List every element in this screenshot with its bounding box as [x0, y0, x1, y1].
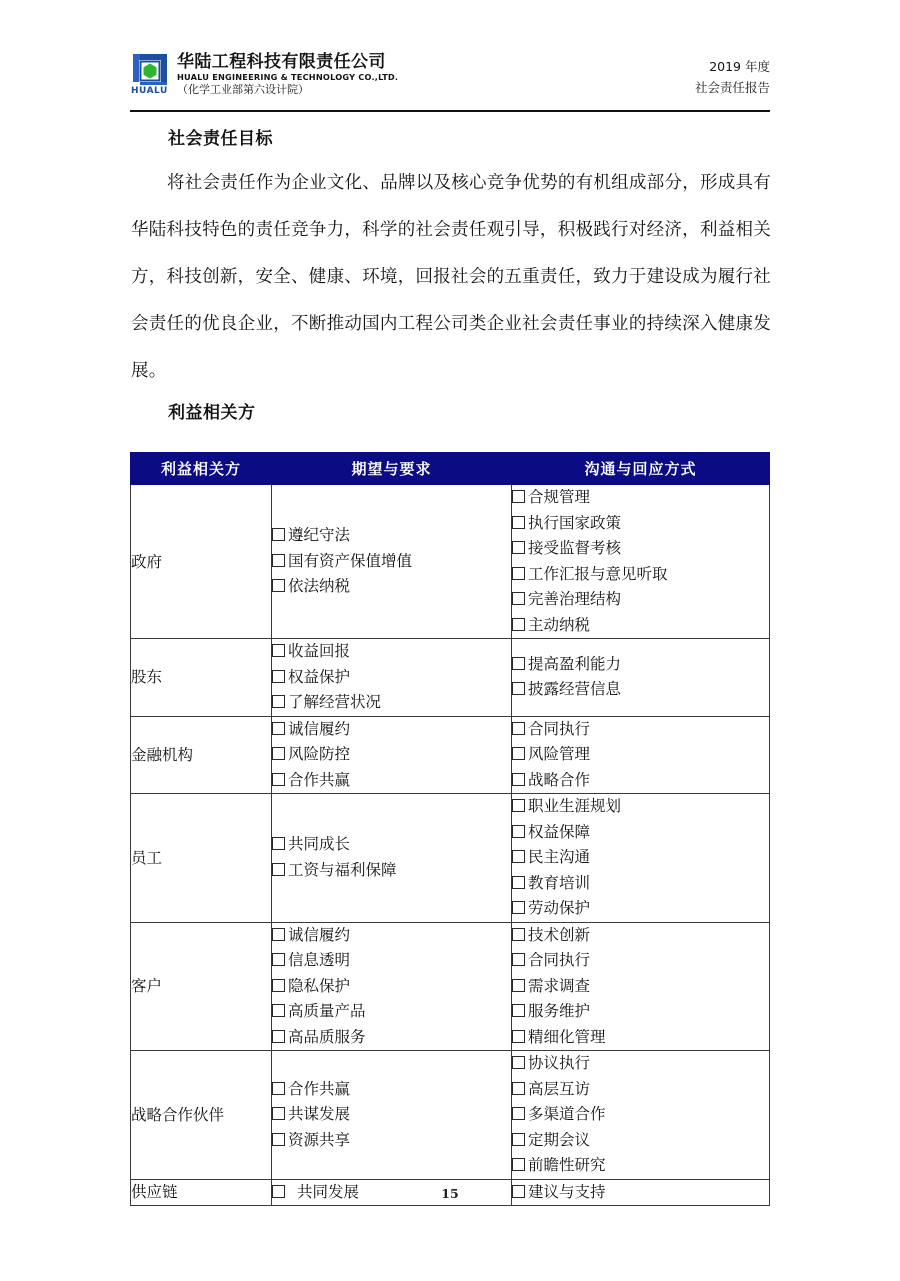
- hualu-logo-icon: [130, 52, 170, 88]
- checkbox-list: [272, 923, 511, 1051]
- list-item: [272, 665, 511, 691]
- checkbox-icon: [512, 1107, 525, 1120]
- response-list-cell: [512, 485, 770, 639]
- checkbox-icon: [512, 657, 525, 670]
- page-number: 15: [441, 1186, 459, 1201]
- list-item: [512, 1102, 769, 1128]
- checkbox-icon: [512, 592, 525, 605]
- checkbox-icon: [512, 567, 525, 580]
- list-item: [512, 652, 769, 678]
- stakeholder-name: 金融机构: [131, 716, 272, 794]
- checkbox-icon: [272, 863, 285, 876]
- list-item-label: 合作共赢: [288, 1079, 351, 1098]
- list-item: [512, 717, 769, 743]
- list-item-label: 诚信履约: [288, 925, 351, 944]
- checkbox-icon: [272, 695, 285, 708]
- table-header-row: [131, 453, 770, 485]
- stakeholder-name: 战略合作伙伴: [131, 1051, 272, 1180]
- report-name: 社会责任报告: [694, 80, 770, 95]
- checkbox-icon: [512, 876, 525, 889]
- checkbox-icon: [512, 979, 525, 992]
- list-item-label: 完善治理结构: [528, 590, 622, 608]
- checkbox-list: [512, 717, 769, 794]
- checkbox-list: [512, 923, 769, 1051]
- list-item: [512, 999, 769, 1025]
- table-row: [131, 639, 770, 717]
- list-item-label: 资源共享: [288, 1130, 351, 1149]
- stakeholder-name: 客户: [131, 922, 272, 1051]
- checkbox-icon: [512, 1158, 525, 1171]
- checkbox-icon: [272, 1133, 285, 1146]
- checkbox-icon: [512, 618, 525, 631]
- expectation-list-cell: [272, 794, 512, 923]
- list-item-label: 高层互访: [528, 1079, 591, 1098]
- checkbox-icon: [512, 682, 525, 695]
- list-item-label: 接受监督考核: [528, 539, 622, 557]
- table-row: [131, 922, 770, 1051]
- company-name-block: [177, 52, 398, 97]
- col-header-responses: 沟通与回应方式: [512, 453, 770, 485]
- checkbox-icon: [512, 953, 525, 966]
- company-name-en: HUALU ENGINEERING & TECHNOLOGY CO.,LTD.: [177, 72, 399, 82]
- response-list-cell: [512, 922, 770, 1051]
- list-item-label: 需求调查: [528, 976, 591, 995]
- list-item: [272, 858, 511, 884]
- table-row: [131, 485, 770, 639]
- list-item: [512, 742, 769, 768]
- list-item-label: 职业生涯规划: [528, 797, 622, 815]
- checkbox-icon: [512, 928, 525, 941]
- checkbox-list: [512, 485, 769, 638]
- list-item: [512, 948, 769, 974]
- list-item: [512, 1025, 769, 1051]
- response-list-cell: [512, 1051, 770, 1180]
- checkbox-icon: [272, 928, 285, 941]
- company-brand: [130, 52, 398, 98]
- checkbox-list: [512, 794, 769, 922]
- list-item-label: 遵纪守法: [288, 526, 351, 545]
- expectation-list-cell: [272, 716, 512, 794]
- list-item-label: 合同执行: [528, 951, 591, 969]
- company-name-cn: 华陆工程科技有限责任公司: [177, 52, 386, 72]
- list-item: [272, 639, 511, 665]
- checkbox-icon: [512, 516, 525, 529]
- list-item: [272, 974, 511, 1000]
- checkbox-icon: [512, 722, 525, 735]
- list-item: [272, 574, 511, 600]
- checkbox-icon: [272, 747, 285, 760]
- checkbox-list: [272, 639, 511, 716]
- checkbox-list: [272, 523, 511, 600]
- checkbox-icon: [512, 1030, 525, 1043]
- checkbox-icon: [272, 773, 285, 786]
- company-name-sub: （化学工业部第六设计院）: [177, 83, 309, 96]
- list-item: [512, 1128, 769, 1154]
- list-item-label: 共同发展: [297, 1182, 360, 1201]
- stakeholder-name: 股东: [131, 639, 272, 717]
- table-row: [131, 716, 770, 794]
- list-item-label: 教育培训: [528, 873, 591, 892]
- checkbox-icon: [272, 528, 285, 541]
- checkbox-icon: [272, 1004, 285, 1017]
- checkbox-icon: [512, 541, 525, 554]
- checkbox-icon: [272, 670, 285, 683]
- checkbox-icon: [512, 1004, 525, 1017]
- hualu-logo: [130, 52, 170, 98]
- list-item: [272, 549, 511, 575]
- list-item-label: 收益回报: [288, 642, 351, 660]
- list-item-label: 合同执行: [528, 719, 591, 738]
- stakeholder-name: 供应链: [131, 1179, 272, 1206]
- table-row: [131, 1051, 770, 1180]
- col-header-stakeholder: 利益相关方: [131, 453, 272, 485]
- list-item-label: 合规管理: [528, 488, 591, 506]
- checkbox-list: [272, 717, 511, 794]
- report-title-block: [695, 52, 770, 98]
- checkbox-icon: [272, 1082, 285, 1095]
- checkbox-icon: [512, 1056, 525, 1069]
- list-item-label: 服务维护: [528, 1002, 591, 1020]
- checkbox-list: [512, 1051, 769, 1179]
- section-heading-stakeholders: 利益相关方: [168, 403, 256, 423]
- list-item: [512, 794, 769, 820]
- checkbox-icon: [512, 1133, 525, 1146]
- checkbox-list: [512, 652, 769, 703]
- list-item-label: 工资与福利保障: [288, 860, 397, 879]
- list-item: [272, 999, 511, 1025]
- list-item-label: 依法纳税: [288, 577, 351, 596]
- list-item: [512, 768, 769, 794]
- list-item-label: 民主沟通: [528, 848, 591, 866]
- list-item: [512, 820, 769, 846]
- checkbox-icon: [272, 953, 285, 966]
- list-item: [512, 1153, 769, 1179]
- response-list-cell: [512, 716, 770, 794]
- checkbox-list: [272, 832, 511, 883]
- checkbox-icon: [272, 554, 285, 567]
- list-item: [512, 485, 769, 511]
- list-item-label: 权益保障: [528, 822, 591, 841]
- list-item: [272, 1102, 511, 1128]
- response-list-cell: [512, 639, 770, 717]
- checkbox-icon: [272, 644, 285, 657]
- list-item-label: 劳动保护: [528, 899, 591, 917]
- checkbox-icon: [512, 773, 525, 786]
- header-divider: [130, 110, 770, 112]
- checkbox-icon: [272, 979, 285, 992]
- table-row: [131, 794, 770, 923]
- list-item: [272, 768, 511, 794]
- list-item-label: 技术创新: [528, 925, 591, 944]
- list-item-label: 国有资产保值增值: [288, 551, 413, 570]
- stakeholder-name: 政府: [131, 485, 272, 639]
- checkbox-icon: [272, 1107, 285, 1120]
- checkbox-icon: [272, 722, 285, 735]
- list-item: [512, 613, 769, 639]
- page-header: [130, 52, 770, 110]
- list-item-label: 精细化管理: [528, 1027, 606, 1046]
- list-item: [512, 511, 769, 537]
- list-item: [272, 1025, 511, 1051]
- list-item: [272, 717, 511, 743]
- checkbox-icon: [512, 901, 525, 914]
- list-item-label: 风险防控: [288, 745, 351, 763]
- list-item-label: 建议与支持: [528, 1182, 606, 1201]
- list-item: [512, 587, 769, 613]
- list-item-label: 工作汇报与意见听取: [528, 564, 668, 583]
- list-item-label: 执行国家政策: [528, 513, 622, 532]
- list-item: [272, 1128, 511, 1154]
- list-item: [272, 923, 511, 949]
- section-heading-goal: 社会责任目标: [168, 129, 273, 149]
- list-item-label: 战略合作: [528, 770, 591, 789]
- goal-paragraph: 将社会责任作为企业文化、品牌以及核心竞争优势的有机组成部分，形成具有华陆科技特色的责任竞争力，科学的社会责任观引导，积极践行对经济，利益相关方，科技创新，安全、健康、环境，回报社会的五重责任，致力于建设成为履行社会责任的优良企业，不断推动国内工程公司类企业社会责任事业的持续深入健康发展。: [131, 173, 771, 381]
- list-item: [512, 1077, 769, 1103]
- checkbox-icon: [512, 799, 525, 812]
- list-item: [512, 974, 769, 1000]
- checkbox-list: [272, 1077, 511, 1154]
- list-item: [272, 948, 511, 974]
- checkbox-icon: [512, 490, 525, 503]
- list-item: [272, 690, 511, 716]
- expectation-list-cell: [272, 639, 512, 717]
- list-item-label: 共谋发展: [288, 1105, 351, 1123]
- checkbox-icon: [272, 837, 285, 850]
- list-item-label: 主动纳税: [528, 615, 591, 634]
- list-item: [512, 536, 769, 562]
- list-item: [272, 1077, 511, 1103]
- list-item-label: 合作共赢: [288, 770, 351, 789]
- list-item: [512, 845, 769, 871]
- col-header-expectations: 期望与要求: [272, 453, 512, 485]
- table-head: [131, 453, 770, 485]
- list-item: [272, 832, 511, 858]
- list-item: [272, 523, 511, 549]
- checkbox-icon: [272, 1030, 285, 1043]
- table-body: [131, 485, 770, 1206]
- expectation-list-cell: [272, 922, 512, 1051]
- stakeholder-name: 员工: [131, 794, 272, 923]
- list-item-label: 隐私保护: [288, 976, 351, 995]
- list-item-label: 定期会议: [528, 1130, 591, 1149]
- expectation-list-cell: [272, 1051, 512, 1180]
- response-list-cell: [512, 794, 770, 923]
- list-item-label: 了解经营状况: [288, 693, 382, 711]
- list-item: [272, 742, 511, 768]
- expectation-list-cell: [272, 485, 512, 639]
- stakeholder-table: [130, 452, 770, 1206]
- checkbox-icon: [512, 747, 525, 760]
- report-year: 2019 年度: [709, 59, 770, 74]
- list-item-label: 权益保护: [288, 667, 351, 686]
- list-item-label: 多渠道合作: [528, 1105, 606, 1123]
- checkbox-icon: [512, 825, 525, 838]
- checkbox-icon: [272, 579, 285, 592]
- list-item-label: 高质量产品: [288, 1002, 366, 1020]
- list-item-label: 诚信履约: [288, 719, 351, 738]
- hualu-wordmark: HUALU: [131, 86, 168, 96]
- list-item-label: 信息透明: [288, 951, 351, 969]
- list-item-label: 共同成长: [288, 835, 351, 854]
- checkbox-icon: [512, 850, 525, 863]
- list-item: [512, 1051, 769, 1077]
- list-item: [512, 562, 769, 588]
- list-item: [512, 677, 769, 703]
- list-item-label: 协议执行: [528, 1054, 591, 1072]
- list-item-label: 披露经营信息: [528, 680, 622, 699]
- list-item-label: 前瞻性研究: [528, 1156, 606, 1174]
- list-item-label: 高品质服务: [288, 1027, 366, 1046]
- list-item-label: 风险管理: [528, 745, 591, 763]
- list-item-label: 提高盈利能力: [528, 654, 622, 673]
- list-item: [512, 896, 769, 922]
- list-item: [512, 871, 769, 897]
- checkbox-icon: [512, 1082, 525, 1095]
- list-item: [512, 923, 769, 949]
